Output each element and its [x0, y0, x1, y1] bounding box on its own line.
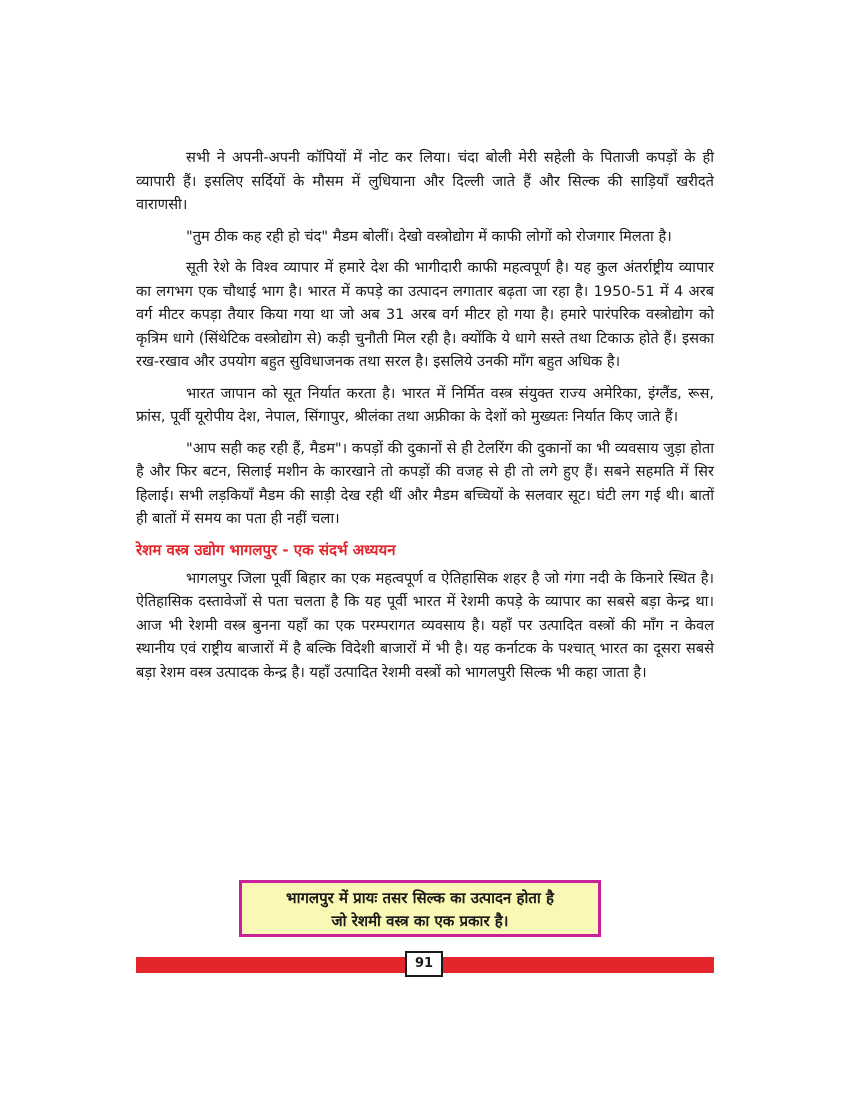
paragraph-4: भारत जापान को सूत निर्यात करता है। भारत में निर्मित वस्त्र संयुक्त राज्य अमेरिका, इंग्लैंड, रूस, फ्रांस, पूर्वी यूरोपीय देश, नेपाल, सिंगापुर, श्रीलंका तथा अफ्रीका के देशों को मुख्यतः निर्यात किए जाते हैं।	[136, 384, 714, 425]
callout-box	[239, 880, 601, 937]
paragraph-1: सभी ने अपनी-अपनी कॉपियों में नोट कर लिया। चंदा बोली मेरी सहेली के पिताजी कपड़ों के ही व्यापारी हैं। इसलिए सर्दियों के मौसम में लुधियाना और दिल्ली जाते हैं और सिल्क की साड़ियाँ खरीदते वाराणसी।	[136, 149, 714, 213]
page-body	[136, 146, 714, 692]
callout-line-1: भागलपुर में प्रायः तसर सिल्क का उत्पादन होता है	[286, 889, 554, 907]
paragraph-5: "आप सही कह रही हैं, मैडम"। कपड़ों की दुकानों से ही टेलरिंग की दुकानों का भी व्यवसाय जुड़ा होता है और फिर बटन, सिलाई मशीन के कारखाने तो कपड़ों की वजह से ही तो लगे हुए हैं। सबने सहमति में सिर हिलाई। सभी लड़कियाँ मैडम की साड़ी देख रही थीं और मैडम बच्चियों के सलवार सूट। घंटी लग गई थी। बातों ही बातों में समय का पता ही नहीं चला।	[136, 439, 714, 527]
section-paragraph: भागलपुर जिला पूर्वी बिहार का एक महत्वपूर्ण व ऐतिहासिक शहर है जो गंगा नदी के किनारे स्थित है। ऐतिहासिक दस्तावेजों से पता चलता है कि यह पूर्वी भारत में रेशमी कपड़े के व्यापार का सबसे बड़ा केन्द्र था। आज भी रेशमी वस्त्र बुनना यहाँ का एक परम्परागत व्यवसाय है। यहाँ पर उत्पादित वस्त्रों की माँग न केवल स्थानीय एवं राष्ट्रीय बाजारों में है बल्कि विदेशी बाजारों में भी है। यह कर्नाटक के पश्चात् भारत का दूसरा सबसे बड़ा रेशम वस्त्र उत्पादक केन्द्र है। यहाँ उत्पादित रेशमी वस्त्रों को भागलपुरी सिल्क भी कहा जाता है।	[136, 569, 714, 681]
section-heading: रेशम वस्त्र उद्योग भागलपुर - एक संदर्भ अध्ययन	[136, 540, 396, 559]
page-number: 91	[405, 951, 443, 977]
paragraph-3: सूती रेशे के विश्व व्यापार में हमारे देश की भागीदारी काफी महत्वपूर्ण है। यह कुल अंतर्राष्ट्रीय व्यापार का लगभग एक चौथाई भाग है। भारत में कपड़े का उत्पादन लगातार बढ़ता जा रहा है। 1950-51 में 4 अरब वर्ग मीटर कपड़ा तैयार किया गया था जो अब 31 अरब वर्ग मीटर हो गया है। हमारे पारंपरिक वस्त्रोद्योग को कृत्रिम धागे (सिंथेटिक वस्त्रोद्योग से) कड़ी चुनौती मिल रही है। क्योंकि ये धागे सस्ते तथा टिकाऊ होते हैं। इसका रख-रखाव और उपयोग बहुत सुविधाजनक तथा सरल है। इसलिये उनकी माँग बहुत अधिक है।	[136, 259, 714, 370]
callout-line-2: जो रेशमी वस्त्र का एक प्रकार है।	[331, 912, 509, 930]
paragraph-2: "तुम ठीक कह रही हो चंद" मैडम बोलीं। देखो वस्त्रोद्योग में काफी लोगों को रोजगार मिलता है।	[186, 227, 672, 245]
